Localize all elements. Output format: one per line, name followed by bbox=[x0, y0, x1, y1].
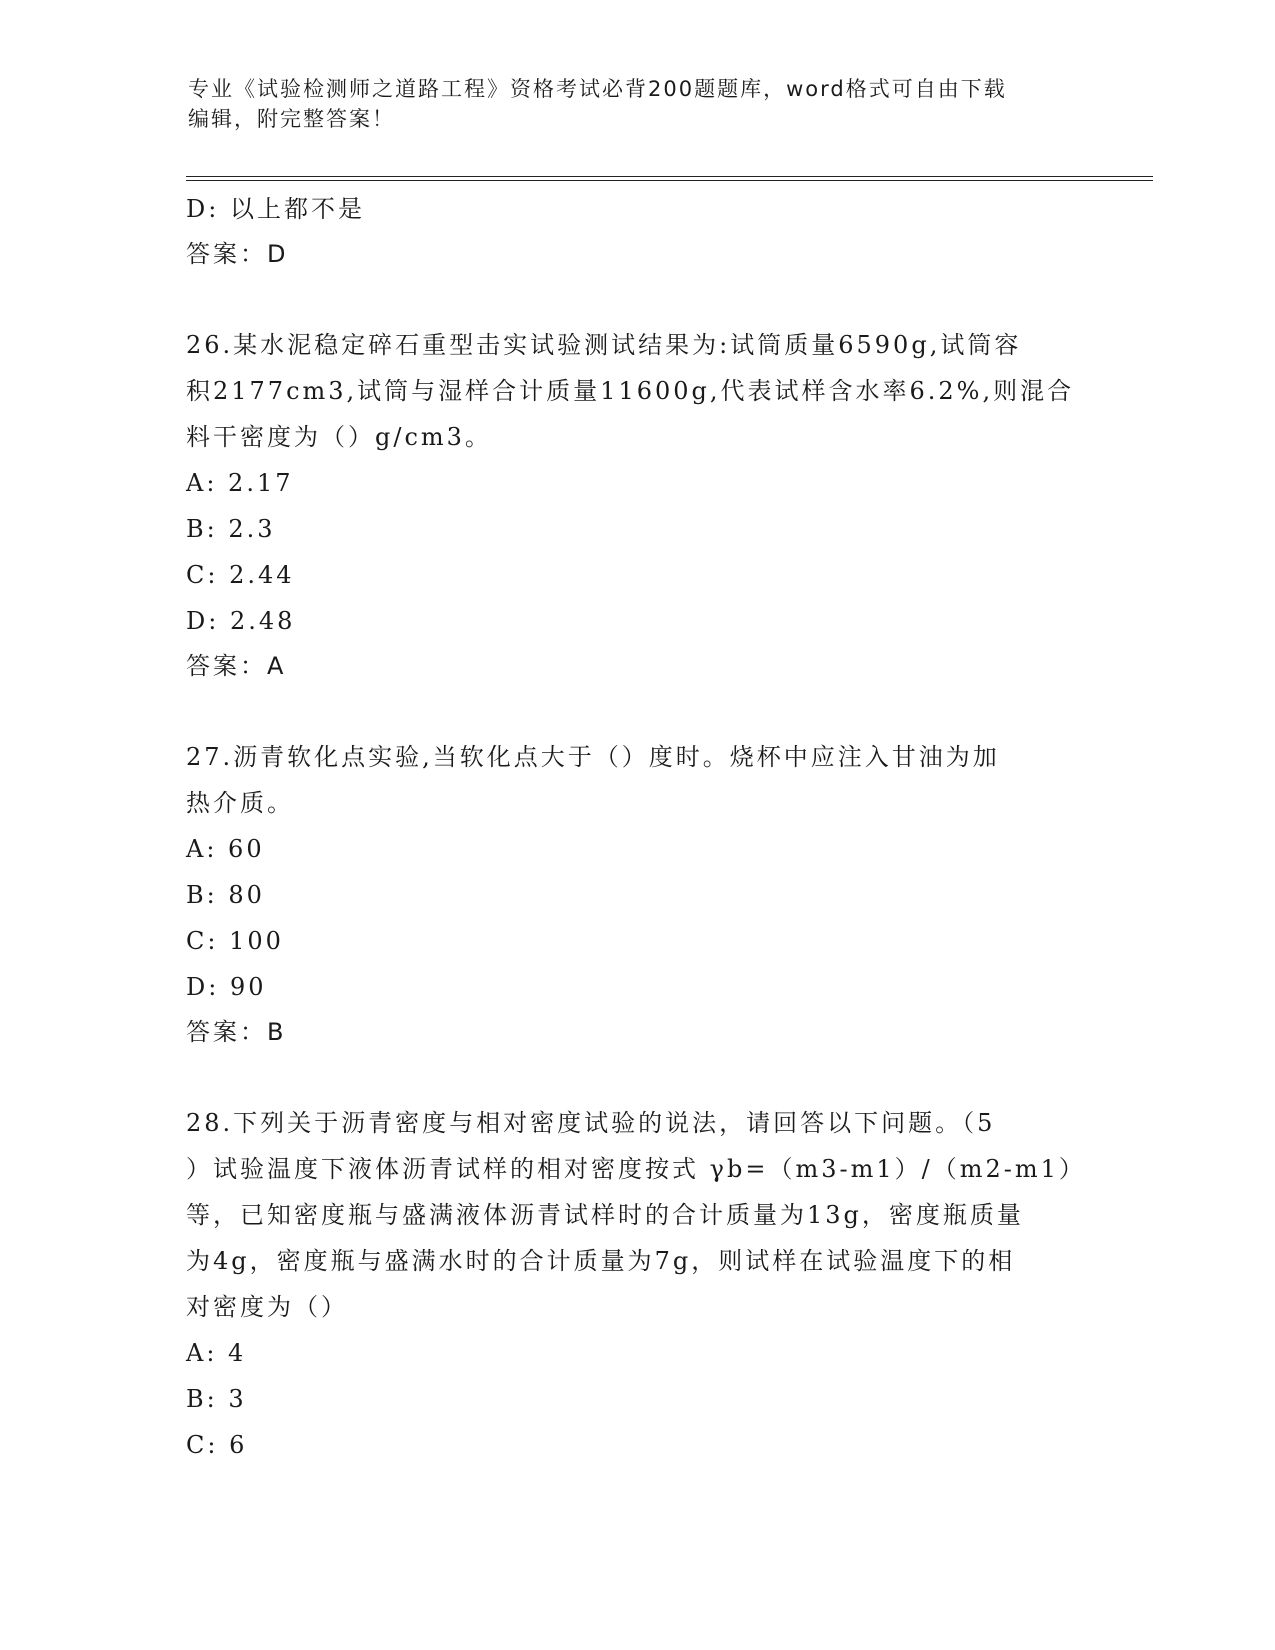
stem-line: 料干密度为（）g/cm3。 bbox=[186, 423, 492, 451]
spacer bbox=[186, 276, 1086, 322]
question-stem bbox=[186, 734, 1086, 826]
option-c: C: 6 bbox=[186, 1431, 248, 1459]
stem-line: ）试验温度下液体沥青试样的相对密度按式 γb=（m3-m1）/（m2-m1） bbox=[186, 1155, 1086, 1183]
stem-line: 28.下列关于沥青密度与相对密度试验的说法，请回答以下问题。（5 bbox=[186, 1109, 996, 1137]
option-a: A: 4 bbox=[186, 1339, 247, 1367]
header-line-1: 专业《试验检测师之道路工程》资格考试必背200题题库，word格式可自由下载 bbox=[188, 77, 1007, 101]
option-a: A: 60 bbox=[186, 835, 265, 863]
page-header bbox=[188, 74, 1068, 134]
option-d: D: 以上都不是 bbox=[186, 195, 365, 223]
header-divider bbox=[186, 176, 1153, 181]
option-b: B: 80 bbox=[186, 881, 265, 909]
option-d: D: 2.48 bbox=[186, 607, 296, 635]
answer-line: 答案：B bbox=[186, 1018, 287, 1046]
stem-line: 为4g，密度瓶与盛满水时的合计质量为7g，则试样在试验温度下的相 bbox=[186, 1247, 1016, 1275]
question-26 bbox=[186, 322, 1086, 688]
option-b: B: 3 bbox=[186, 1385, 247, 1413]
spacer bbox=[186, 688, 1086, 734]
option-a: A: 2.17 bbox=[186, 469, 294, 497]
document-body bbox=[186, 186, 1086, 1468]
question-27 bbox=[186, 734, 1086, 1054]
answer-line: 答案：A bbox=[186, 652, 287, 680]
option-c: C: 2.44 bbox=[186, 561, 295, 589]
option-c: C: 100 bbox=[186, 927, 284, 955]
spacer bbox=[186, 1054, 1086, 1100]
stem-line: 热介质。 bbox=[186, 789, 294, 817]
question-stem bbox=[186, 322, 1086, 460]
stem-line: 积2177cm3,试筒与湿样合计质量11600g,代表试样含水率6.2%,则混合 bbox=[186, 377, 1075, 405]
question-28 bbox=[186, 1100, 1086, 1468]
header-line-2: 编辑，附完整答案！ bbox=[188, 107, 395, 131]
option-b: B: 2.3 bbox=[186, 515, 276, 543]
stem-line: 等，已知密度瓶与盛满液体沥青试样时的合计质量为13g，密度瓶质量 bbox=[186, 1201, 1024, 1229]
question-stem bbox=[186, 1100, 1086, 1330]
answer-line: 答案：D bbox=[186, 240, 289, 268]
stem-line: 对密度为（） bbox=[186, 1293, 348, 1321]
question-25 bbox=[186, 186, 1086, 276]
stem-line: 27.沥青软化点实验,当软化点大于（）度时。烧杯中应注入甘油为加 bbox=[186, 743, 1000, 771]
stem-line: 26.某水泥稳定碎石重型击实试验测试结果为:试筒质量6590g,试筒容 bbox=[186, 331, 1022, 359]
option-d: D: 90 bbox=[186, 973, 267, 1001]
